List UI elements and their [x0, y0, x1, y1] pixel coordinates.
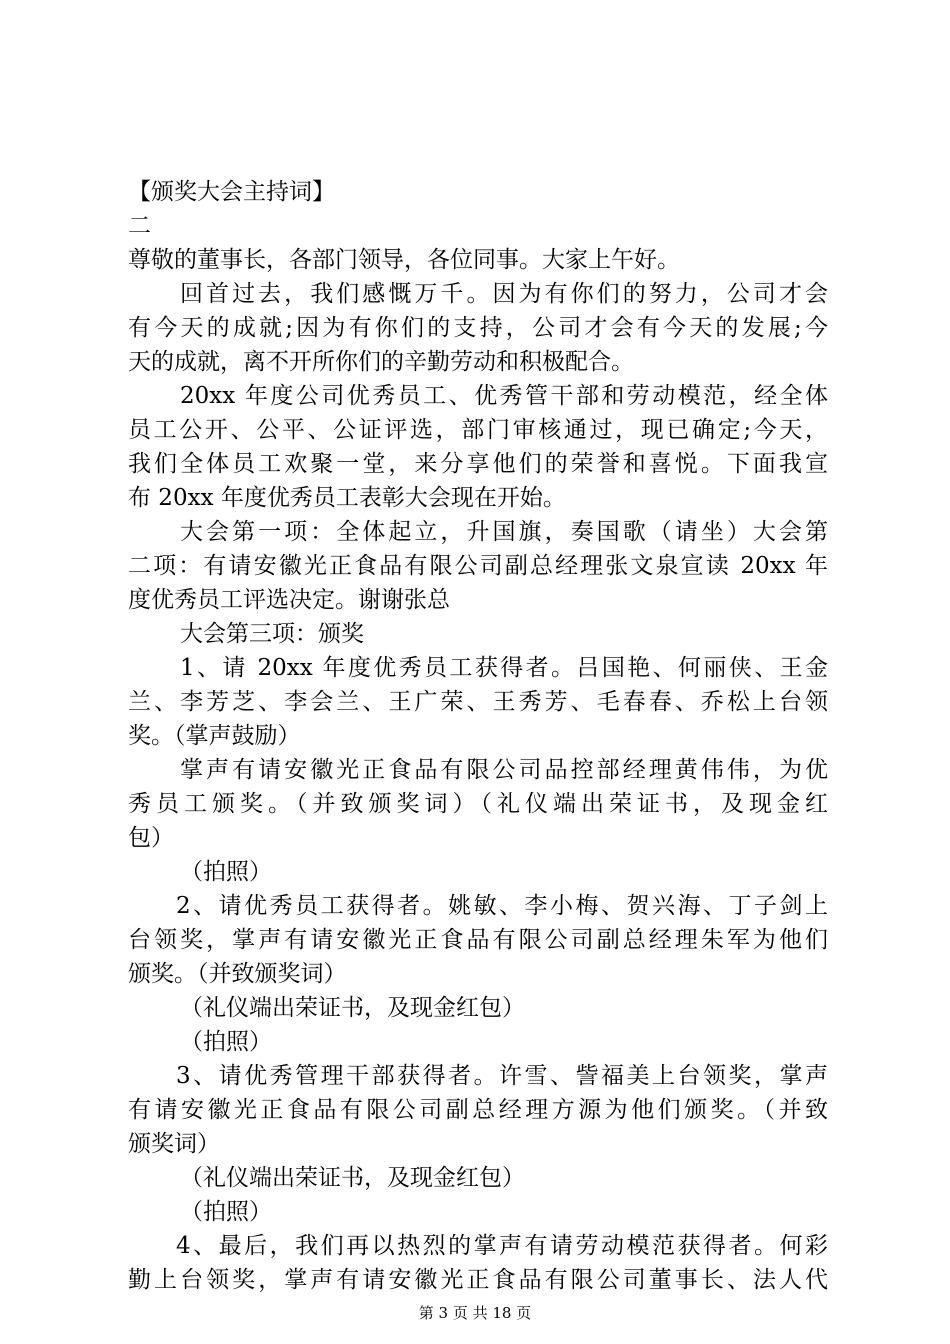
text-line: （拍照）: [180, 1199, 272, 1225]
text-line: 台领奖，掌声有请安徽光正食品有限公司副总经理朱军为他们: [128, 927, 828, 953]
text-line: 大会第三项：颁奖: [180, 621, 364, 647]
text-line: （拍照）: [180, 859, 272, 885]
text-line: 二项：有请安徽光正食品有限公司副总经理张文泉宣读 20xx 年: [128, 553, 828, 579]
text-line: 回首过去，我们感慨万千。因为有你们的努力，公司才会: [180, 281, 828, 307]
text-line: 颁奖。（并致颁奖词）: [128, 961, 347, 987]
text-line: 勤上台领奖，掌声有请安徽光正食品有限公司董事长、法人代: [128, 1267, 828, 1293]
text-line: 度优秀员工评选决定。谢谢张总: [128, 587, 450, 613]
text-line: 包）: [128, 825, 174, 851]
text-line: （拍照）: [180, 1029, 272, 1055]
text-line: 2、请优秀员工获得者。姚敏、李小梅、贺兴海、丁子剑上: [176, 893, 828, 919]
page-footer: 第 3 页 共 18 页: [418, 1304, 532, 1322]
text-line: 颁奖词）: [128, 1131, 220, 1157]
text-line: 20xx 年度公司优秀员工、优秀管干部和劳动模范，经全体: [180, 383, 828, 409]
section-number: 二: [128, 213, 151, 239]
text-line: 兰、李芳芝、李会兰、王广荣、王秀芳、毛春春、乔松上台领: [128, 689, 828, 715]
text-line: 秀员工颁奖。（并致颁奖词）（礼仪端出荣证书，及现金红: [128, 791, 828, 817]
text-line: 大会第一项：全体起立，升国旗，奏国歌（请坐）大会第: [180, 519, 828, 545]
text-line: 掌声有请安徽光正食品有限公司品控部经理黄伟伟，为优: [180, 757, 828, 783]
text-line: 员工公开、公平、公证评选，部门审核通过，现已确定;今天，: [128, 417, 828, 443]
text-line: 布 20xx 年度优秀员工表彰大会现在开始。: [128, 485, 566, 511]
text-line: （礼仪端出荣证书，及现金红包）: [180, 1165, 525, 1191]
text-line: 有请安徽光正食品有限公司副总经理方源为他们颁奖。（并致: [128, 1097, 828, 1123]
text-line: 有今天的成就;因为有你们的支持，公司才会有今天的发展;今: [128, 315, 828, 341]
greeting-line: 尊敬的董事长，各部门领导，各位同事。大家上午好。: [128, 247, 680, 273]
text-line: 1、请 20xx 年度优秀员工获得者。吕国艳、何丽侠、王金: [180, 655, 828, 681]
text-line: （礼仪端出荣证书，及现金红包）: [180, 995, 525, 1021]
text-line: 3、请优秀管理干部获得者。许雪、訾福美上台领奖，掌声: [176, 1063, 828, 1089]
text-line: 我们全体员工欢聚一堂，来分享他们的荣誉和喜悦。下面我宣: [128, 451, 828, 477]
document-title: 【颁奖大会主持词】: [128, 179, 335, 205]
text-line: 奖。（掌声鼓励）: [128, 723, 301, 749]
text-line: 4、最后，我们再以热烈的掌声有请劳动模范获得者。何彩: [176, 1233, 828, 1259]
text-line: 天的成就，离不开所你们的辛勤劳动和积极配合。: [128, 349, 634, 375]
